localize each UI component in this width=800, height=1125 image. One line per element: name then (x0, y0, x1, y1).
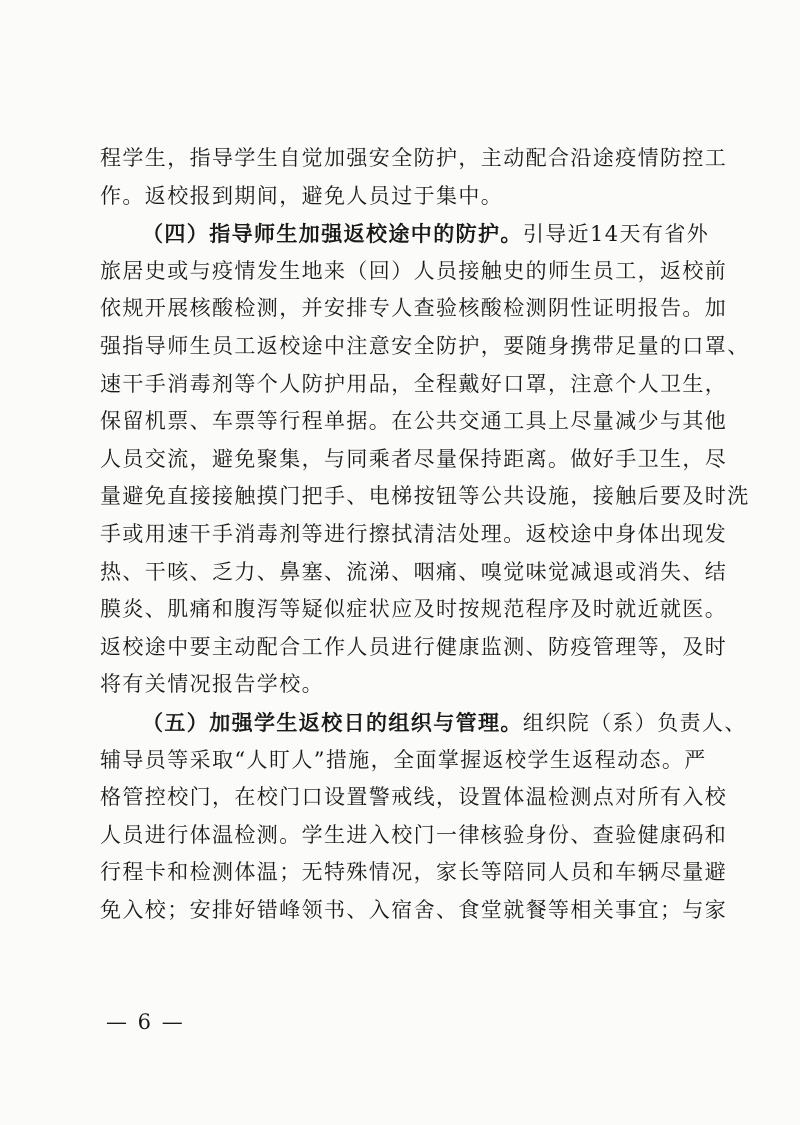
paragraph-3-line-5: 行程卡和检测体温；无特殊情况，家长等陪同人员和车辆尽量避 (100, 860, 728, 885)
paragraph-1-line-2: 作。返校报到期间，避免人员过于集中。 (100, 183, 504, 208)
paragraph-3-line-1: 组织院（系）负责人、 (522, 710, 747, 735)
paragraph-1-line-1: 程学生，指导学生自觉加强安全防护，主动配合沿途疫情防控工 (100, 146, 728, 170)
paragraph-2-line-7: 人员交流，避免聚集，与同乘者尽量保持距离。做好手卫生，尽 (100, 446, 728, 471)
section-4-heading: （四）指导师生加强返校途中的防护。 (142, 221, 523, 247)
paragraph-2-line-11: 膜炎、肌痛和腹泻等疑似症状应及时按规范程序及时就近就医。 (100, 597, 728, 622)
body-text (100, 140, 750, 929)
paragraph-3-line-4: 人员进行体温检测。学生进入校门一律核验身份、查验健康码和 (100, 822, 728, 847)
paragraph-3-line-3: 格管控校门，在校门口设置警戒线，设置体温检测点对所有入校 (100, 785, 728, 810)
paragraph-2-line-13: 将有关情况报告学校。 (100, 672, 324, 697)
paragraph-2-line-5: 速干手消毒剂等个人防护用品，全程戴好口罩，注意个人卫生， (100, 371, 728, 396)
section-5-heading: （五）加强学生返校日的组织与管理。 (142, 709, 523, 735)
paragraph-2-line-10: 热、干咳、乏力、鼻塞、流涕、咽痛、嗅觉味觉减退或消失、结 (100, 559, 728, 584)
paragraph-2-line-3: 依规开展核酸检测，并安排专人查验核酸检测阴性证明报告。加 (100, 296, 728, 321)
paragraph-3-line-6: 免入校；安排好错峰领书、入宿舍、食堂就餐等相关事宜；与家 (100, 897, 728, 922)
paragraph-2-line-6: 保留机票、车票等行程单据。在公共交通工具上尽量减少与其他 (100, 409, 728, 434)
paragraph-3-first-line (100, 704, 747, 742)
paragraph-2-line-9: 手或用速干手消毒剂等进行擦拭清洁处理。返校途中身体出现发 (100, 521, 728, 546)
paragraph-2-first-line (100, 215, 710, 253)
paragraph-2-line-1: 引导近14天有省外 (522, 222, 710, 247)
paragraph-2-line-2: 旅居史或与疫情发生地来（回）人员接触史的师生员工，返校前 (100, 258, 728, 283)
paragraph-3-line-2: 辅导员等采取“人盯人”措施，全面掌握返校学生返程动态。严 (100, 747, 707, 772)
paragraph-2-line-4: 强指导师生员工返校途中注意安全防护，要随身携带足量的口罩、 (100, 333, 750, 358)
paragraph-2-line-8: 量避免直接接触摸门把手、电梯按钮等公共设施，接触后要及时洗 (100, 484, 750, 509)
page-number: — 6 — (106, 1010, 185, 1034)
paragraph-2-line-12: 返校途中要主动配合工作人员进行健康监测、防疫管理等，及时 (100, 634, 728, 659)
